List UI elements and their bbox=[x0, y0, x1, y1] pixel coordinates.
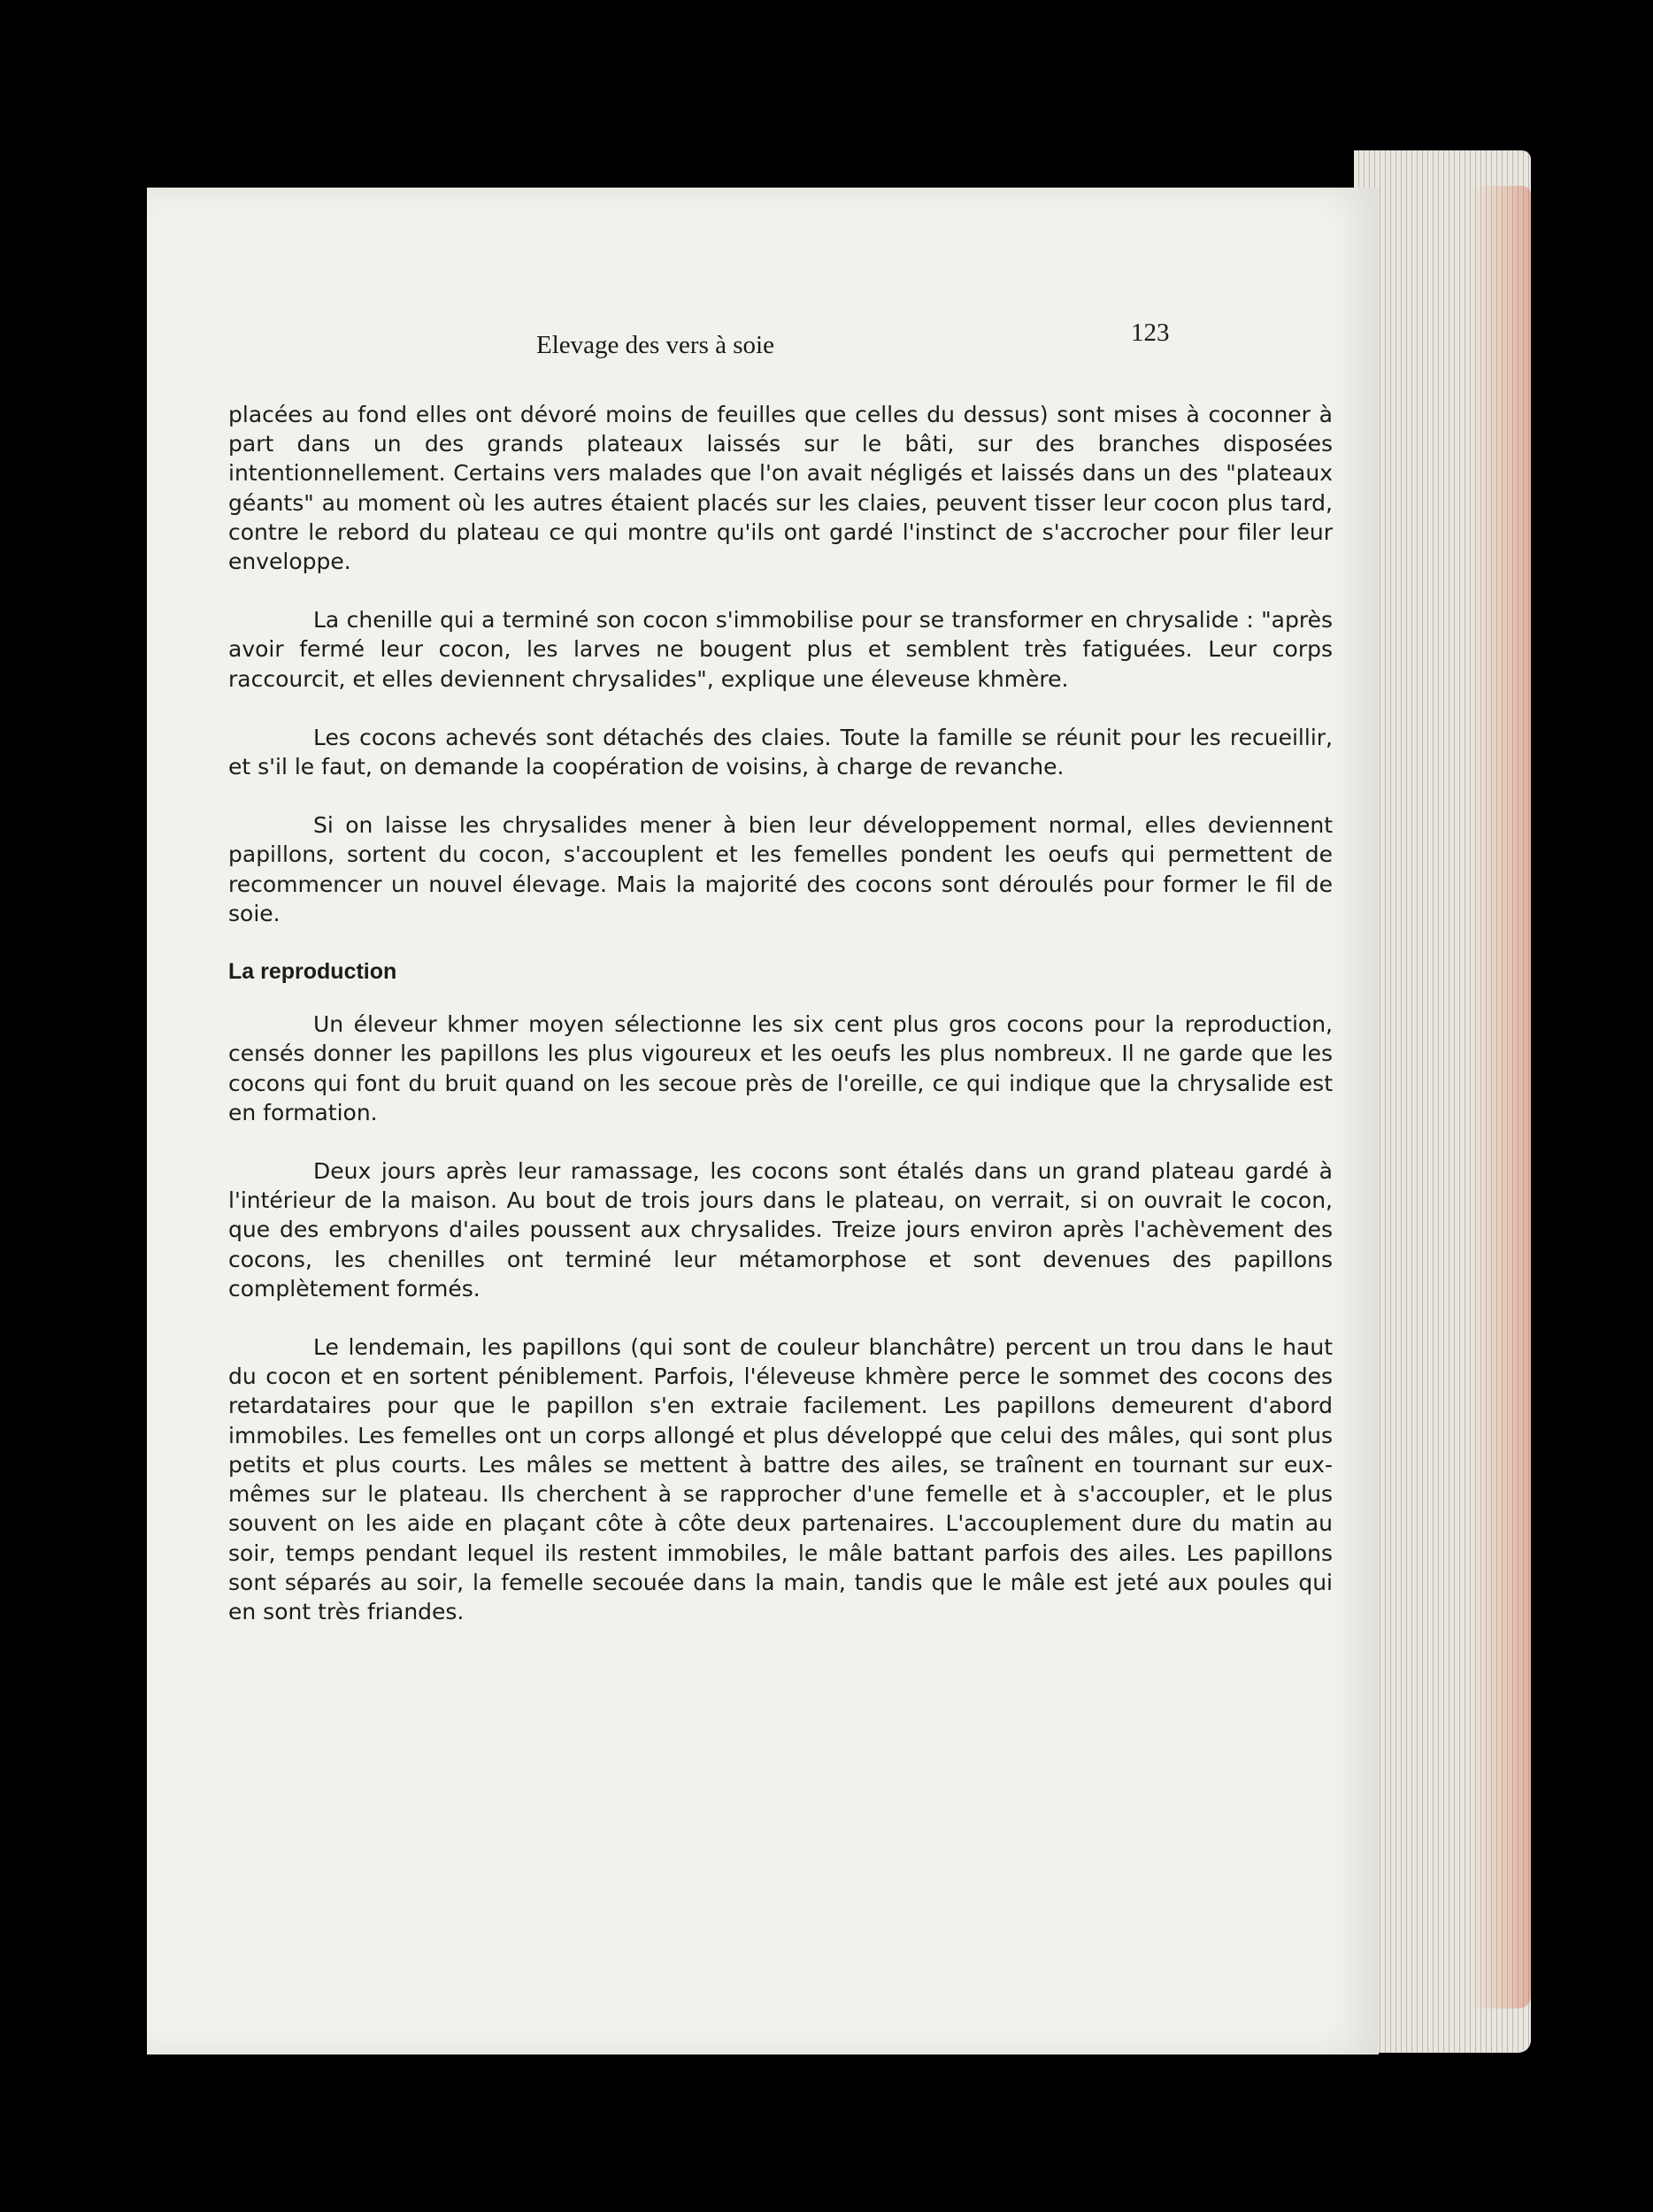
body-text bbox=[228, 400, 1333, 1655]
paragraph: Les cocons achevés sont détachés des claies. Toute la famille se réunit pour les recueillir, et s'il le faut, on demande la coopération de voisins, à charge de revanche. bbox=[228, 724, 1333, 780]
running-title: Elevage des vers à soie bbox=[536, 331, 774, 359]
section-heading: La reproduction bbox=[228, 959, 397, 985]
page-edges bbox=[1354, 150, 1531, 2053]
paragraph: Un éleveur khmer moyen sélectionne les six cent plus gros cocons pour la reproduction, censés donner les papillons les plus vigoureux et les oeufs les plus nombreux. Il ne garde que les cocons qui font du bruit quand on les secoue près de l'oreille, ce qui indique que la chrysalide est en formation. bbox=[228, 1011, 1333, 1125]
paragraph: Le lendemain, les papillons (qui sont de couleur blanchâtre) percent un trou dans le haut du cocon et en sortent péniblement. Parfois, l'éleveuse khmère perce le sommet des cocons des retardataires pour que le papillon s'en extraie facilement. Les papillons demeurent d'abord immobiles. Les femelles ont un corps allongé et plus développé que celui des mâles, qui sont plus petits et plus courts. Les mâles se mettent à battre des ailes, se traînent en tournant sur eux-mêmes sur le plateau. Ils cherchent à se rapprocher d'une femelle et à s'accoupler, et le plus souvent on les aide en plaçant côte à côte deux partenaires. L'accouplement dure du matin au soir, temps pendant lequel ils restent immobiles, le mâle battant parfois des ailes. Les papillons sont séparés au soir, la femelle secouée dans la main, tandis que le mâle est jeté aux poules qui en sont très friandes. bbox=[228, 1334, 1333, 1624]
paragraph: Si on laisse les chrysalides mener à bien leur développement normal, elles deviennent papillons, sortent du cocon, s'accouplent et les femelles pondent les oeufs qui permettent de recommencer un nouvel élevage. Mais la majorité des cocons sont déroulés pour former le fil de soie. bbox=[228, 812, 1333, 926]
paragraph: Deux jours après leur ramassage, les cocons sont étalés dans un grand plateau gardé à l'intérieur de la maison. Au bout de trois jours dans le plateau, on verrait, si on ouvrait le cocon, que des embryons d'ailes poussent aux chrysalides. Treize jours environ après l'achèvement des cocons, les chenilles ont terminé leur métamorphose et sont devenues des papillons complètement formés. bbox=[228, 1158, 1333, 1302]
paragraph: La chenille qui a terminé son cocon s'immobilise pour se transformer en chrysalide : "après avoir fermé leur cocon, les larves ne bougent plus et semblent très fatiguées. Leur corps raccourcit, et elles deviennent chrysalides", explique une éleveuse khmère. bbox=[228, 607, 1333, 692]
book-page bbox=[147, 188, 1379, 2055]
paragraph: placées au fond elles ont dévoré moins de feuilles que celles du dessus) sont mises à coconner à part dans un des grands plateaux laissés sur le bâti, sur des branches disposées intentionnellement. Certains vers malades que l'on avait négligés et laissés dans un des "plateaux géants" au moment où les autres étaient placés sur les claies, peuvent tisser leur cocon plus tard, contre le rebord du plateau ce qui montre qu'ils ont gardé l'instinct de s'accrocher pour filer leur enveloppe. bbox=[228, 402, 1333, 575]
page-number: 123 bbox=[1131, 319, 1170, 347]
